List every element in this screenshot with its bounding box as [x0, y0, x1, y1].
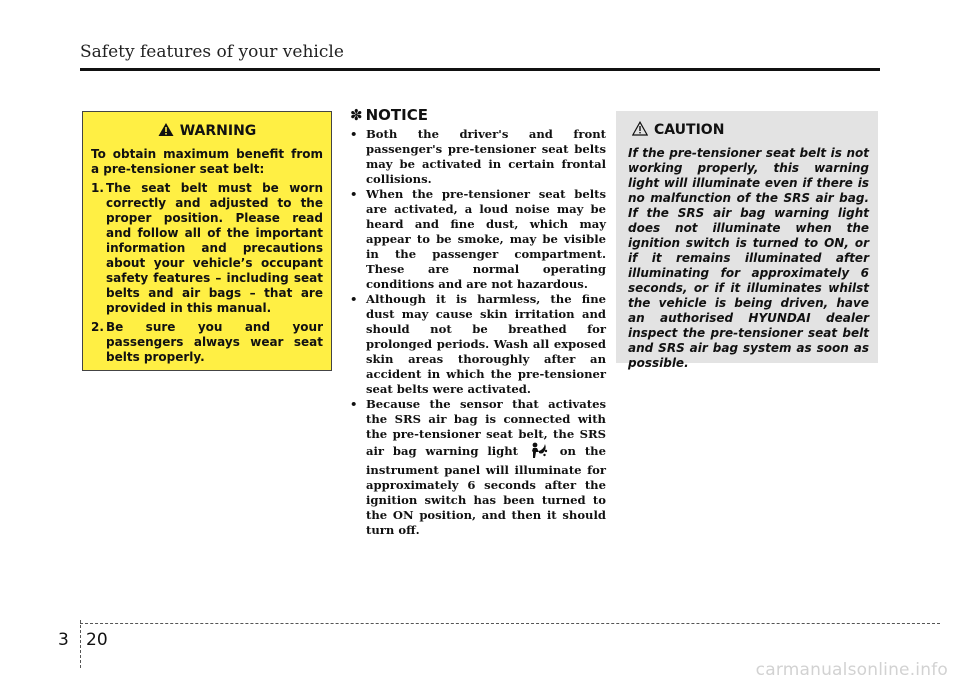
notice-heading [350, 108, 606, 123]
list-text: Both the driver's and front passenger's pre-tensioner seat belts may be activated in certain frontal collisions. [366, 127, 606, 186]
warning-heading [91, 122, 323, 141]
page-header-title: Safety features of your vehicle [80, 42, 344, 62]
notice-list [350, 127, 606, 538]
page-number: 20 [86, 630, 108, 650]
list-text [366, 397, 606, 538]
sensor-text-after: on the instrument panel will illuminate for approximately 6 seconds after the ignition switch has been turned to the ON position, and then it should turn off. [366, 444, 606, 537]
notice-asterisk-icon: ✽ [350, 106, 363, 124]
caution-heading [628, 121, 869, 140]
airbag-warning-icon [530, 442, 548, 463]
warning-box [82, 111, 332, 371]
notice-section [350, 108, 606, 538]
caution-box [616, 111, 878, 370]
bullet: • [350, 127, 358, 141]
list-item [91, 181, 323, 316]
list-item [91, 320, 323, 365]
warning-triangle-icon [158, 122, 174, 141]
footer-divider [80, 620, 81, 668]
header-rule [80, 68, 880, 71]
watermark-text: carmanualsonline.info [755, 660, 948, 680]
list-text: When the pre-tensioner seat belts are activated, a loud noise may be heard and fine dust, which may appear to be smoke, may be visible in the passenger compartment. These are normal operating conditions and are not hazardous. [366, 187, 606, 291]
caution-triangle-icon [632, 121, 648, 140]
list-item [350, 187, 606, 292]
list-item [350, 127, 606, 187]
sensor-text-before: Because the sensor that activates the SRS air bag is connected with the pre-tensioner seat belt, the SRS air bag warning light [366, 397, 606, 458]
list-item [350, 397, 606, 538]
caution-label: CAUTION [654, 122, 725, 138]
warning-list [91, 181, 323, 365]
list-item [350, 292, 606, 397]
bullet: • [350, 397, 358, 411]
bullet: • [350, 187, 358, 201]
page-section-number: 3 [58, 630, 69, 650]
caution-text: If the pre-tensioner seat belt is not working properly, this warning light will illuminate even if there is no malfunction of the SRS air bag. If the SRS air bag warning light does not illuminate when the ignition switch is turned to ON, or if it remains illuminated after illuminating for approximately 6 seconds, or if it illuminates whilst the vehicle is being driven, have an authorised HYUNDAI dealer inspect the pre-tensioner seat belt and SRS air bag system as soon as possible. [628, 146, 869, 370]
notice-label: NOTICE [365, 106, 428, 124]
list-text: Although it is harmless, the fine dust may cause skin irritation and should not be breathed for prolonged periods. Wash all exposed skin areas thoroughly after an accident in which the pre-tensioner seat belts were activated. [366, 292, 606, 396]
list-text: Be sure you and your passengers always wear seat belts properly. [106, 320, 323, 364]
warning-label: WARNING [179, 123, 257, 139]
list-text: The seat belt must be worn correctly and adjusted to the proper position. Please read and follow all of the important information and precautions about your vehicle’s occupant safety features – including seat belts and air bags – that are provided in this manual. [106, 181, 323, 315]
footer-rule [80, 623, 940, 624]
warning-intro: To obtain maximum benefit from a pre-tensioner seat belt: [91, 147, 323, 176]
list-number: 1. [91, 181, 104, 195]
list-number: 2. [91, 320, 104, 334]
bullet: • [350, 292, 358, 306]
